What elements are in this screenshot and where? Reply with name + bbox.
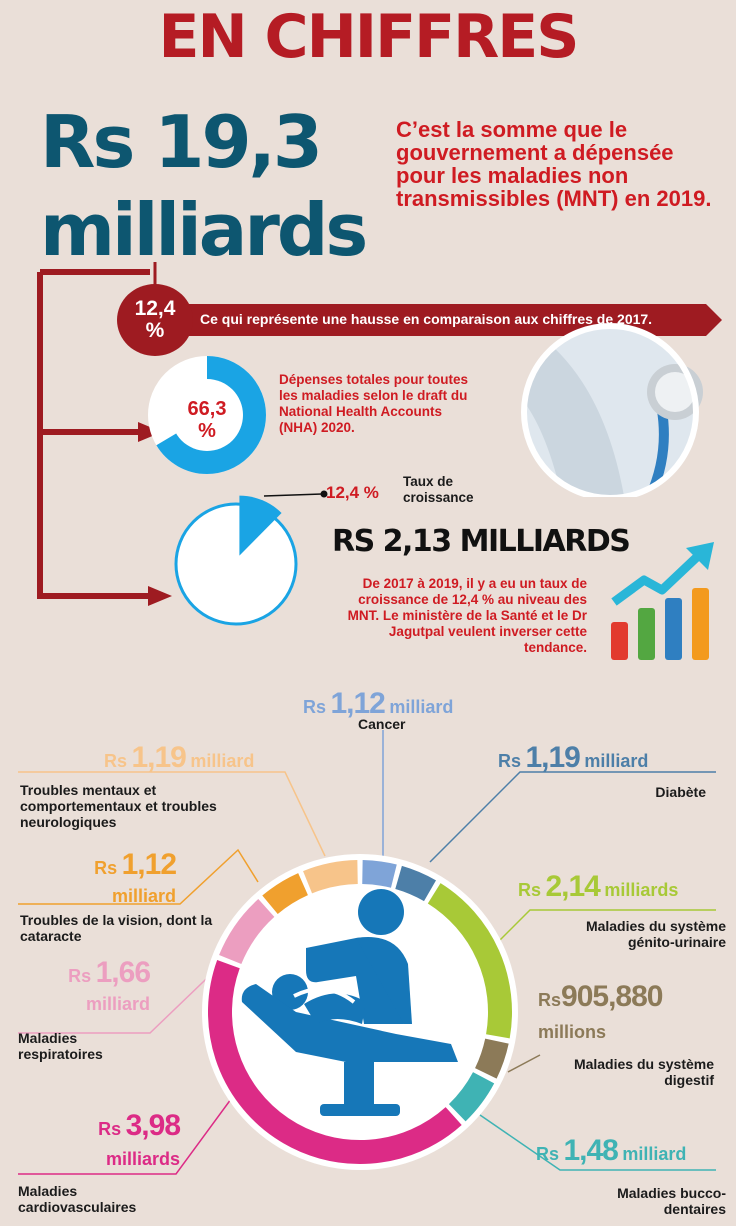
donut-segment-cancer bbox=[362, 872, 393, 876]
headline-line2: milliards bbox=[40, 188, 366, 272]
diabete-label: Diabète bbox=[655, 784, 706, 800]
rs-prefix: Rs bbox=[518, 880, 542, 900]
amount-value: 1,48 bbox=[563, 1134, 618, 1167]
amount-unit: milliard bbox=[389, 697, 454, 717]
headline-line1: Rs 19,3 bbox=[40, 100, 321, 184]
leader-line-digestif bbox=[508, 1055, 540, 1072]
bucco-label: Maladies bucco-dentaires bbox=[617, 1185, 726, 1217]
rs-prefix: Rs bbox=[104, 751, 128, 771]
digestif-amount bbox=[538, 982, 718, 1049]
amount-unit: milliard bbox=[622, 1144, 687, 1164]
share-value bbox=[172, 398, 242, 442]
stethoscope-icon bbox=[505, 322, 715, 497]
digestif-label: Maladies du système digestif bbox=[573, 1056, 714, 1088]
amount-unit: millions bbox=[538, 1022, 607, 1042]
rs-prefix: Rs bbox=[538, 990, 562, 1010]
amount-value: 3,98 bbox=[125, 1109, 180, 1142]
cardio-label: Maladies cardiovasculaires bbox=[18, 1183, 137, 1215]
amount-unit: milliards bbox=[105, 1149, 180, 1169]
vision-amount bbox=[80, 848, 176, 911]
amount-value: 905,880 bbox=[561, 980, 663, 1013]
genito-amount bbox=[518, 870, 678, 904]
amount-unit: milliard bbox=[85, 994, 150, 1014]
share-number: 66,3 bbox=[187, 398, 227, 420]
amount-unit: milliard bbox=[190, 751, 255, 771]
growth-label: Taux de croissance bbox=[403, 474, 474, 505]
increase-unit: % bbox=[145, 319, 165, 342]
amount-value: 1,12 bbox=[121, 848, 176, 881]
rs-prefix: Rs bbox=[94, 858, 118, 878]
rs-prefix: Rs bbox=[98, 1119, 122, 1139]
mental-amount bbox=[104, 741, 254, 775]
diabete-amount bbox=[498, 741, 648, 775]
share-text: Dépenses totales pour toutes les maladies selon le draft du National Health Accounts (NHA) 2020. bbox=[279, 372, 469, 435]
growth-percent: 12,4 % bbox=[326, 483, 379, 502]
growth-amount: RS 2,13 MILLIARDS bbox=[332, 524, 630, 559]
growth-text: De 2017 à 2019, il y a eu un taux de croissance de 12,4 % au niveau des MNT. Le ministère de la Santé et le Dr Jagutpal veulent inverser cette tendance. bbox=[347, 576, 587, 655]
amount-value: 1,19 bbox=[525, 741, 580, 774]
respi-amount bbox=[45, 956, 150, 1019]
amount-value: 2,14 bbox=[545, 870, 600, 903]
cancer-label: Cancer bbox=[358, 716, 406, 732]
patient-doctor-icon bbox=[236, 884, 484, 1120]
increase-text: Ce qui représente une hausse en comparaison aux chiffres de 2017. bbox=[200, 311, 653, 327]
rs-prefix: Rs bbox=[303, 697, 327, 717]
genito-label: Maladies du système génito-urinaire bbox=[585, 918, 726, 950]
intro-text: C’est la somme que le gouvernement a dépensée pour les maladies non transmissibles (MNT) en 2019. bbox=[396, 117, 712, 211]
amount-unit: milliard bbox=[111, 886, 176, 906]
pie-body bbox=[176, 504, 296, 624]
rs-prefix: Rs bbox=[68, 966, 92, 986]
amount-unit: milliard bbox=[584, 751, 649, 771]
rs-prefix: Rs bbox=[536, 1144, 560, 1164]
amount-unit: milliards bbox=[604, 880, 679, 900]
increase-badge bbox=[117, 284, 193, 356]
increase-value: 12,4 bbox=[134, 297, 176, 320]
leader-line bbox=[262, 488, 332, 502]
page-title: EN CHIFFRES bbox=[158, 2, 578, 72]
bucco-amount bbox=[536, 1134, 686, 1168]
growth-pie bbox=[168, 492, 318, 632]
donut-segment-mental bbox=[308, 872, 358, 882]
cardio-amount bbox=[70, 1109, 180, 1175]
mental-label: Troubles mentaux et comportementaux et troubles neurologiques bbox=[20, 782, 217, 830]
donut-segment-digestif bbox=[486, 1041, 497, 1073]
growth-chart-icon bbox=[606, 540, 718, 662]
amount-value: 1,12 bbox=[330, 687, 385, 720]
respi-label: Maladies respiratoires bbox=[18, 1030, 103, 1062]
amount-value: 1,19 bbox=[131, 741, 186, 774]
share-unit: % bbox=[198, 420, 216, 442]
vision-label: Troubles de la vision, dont la cataracte bbox=[20, 912, 213, 944]
amount-value: 1,66 bbox=[95, 956, 150, 989]
rs-prefix: Rs bbox=[498, 751, 522, 771]
